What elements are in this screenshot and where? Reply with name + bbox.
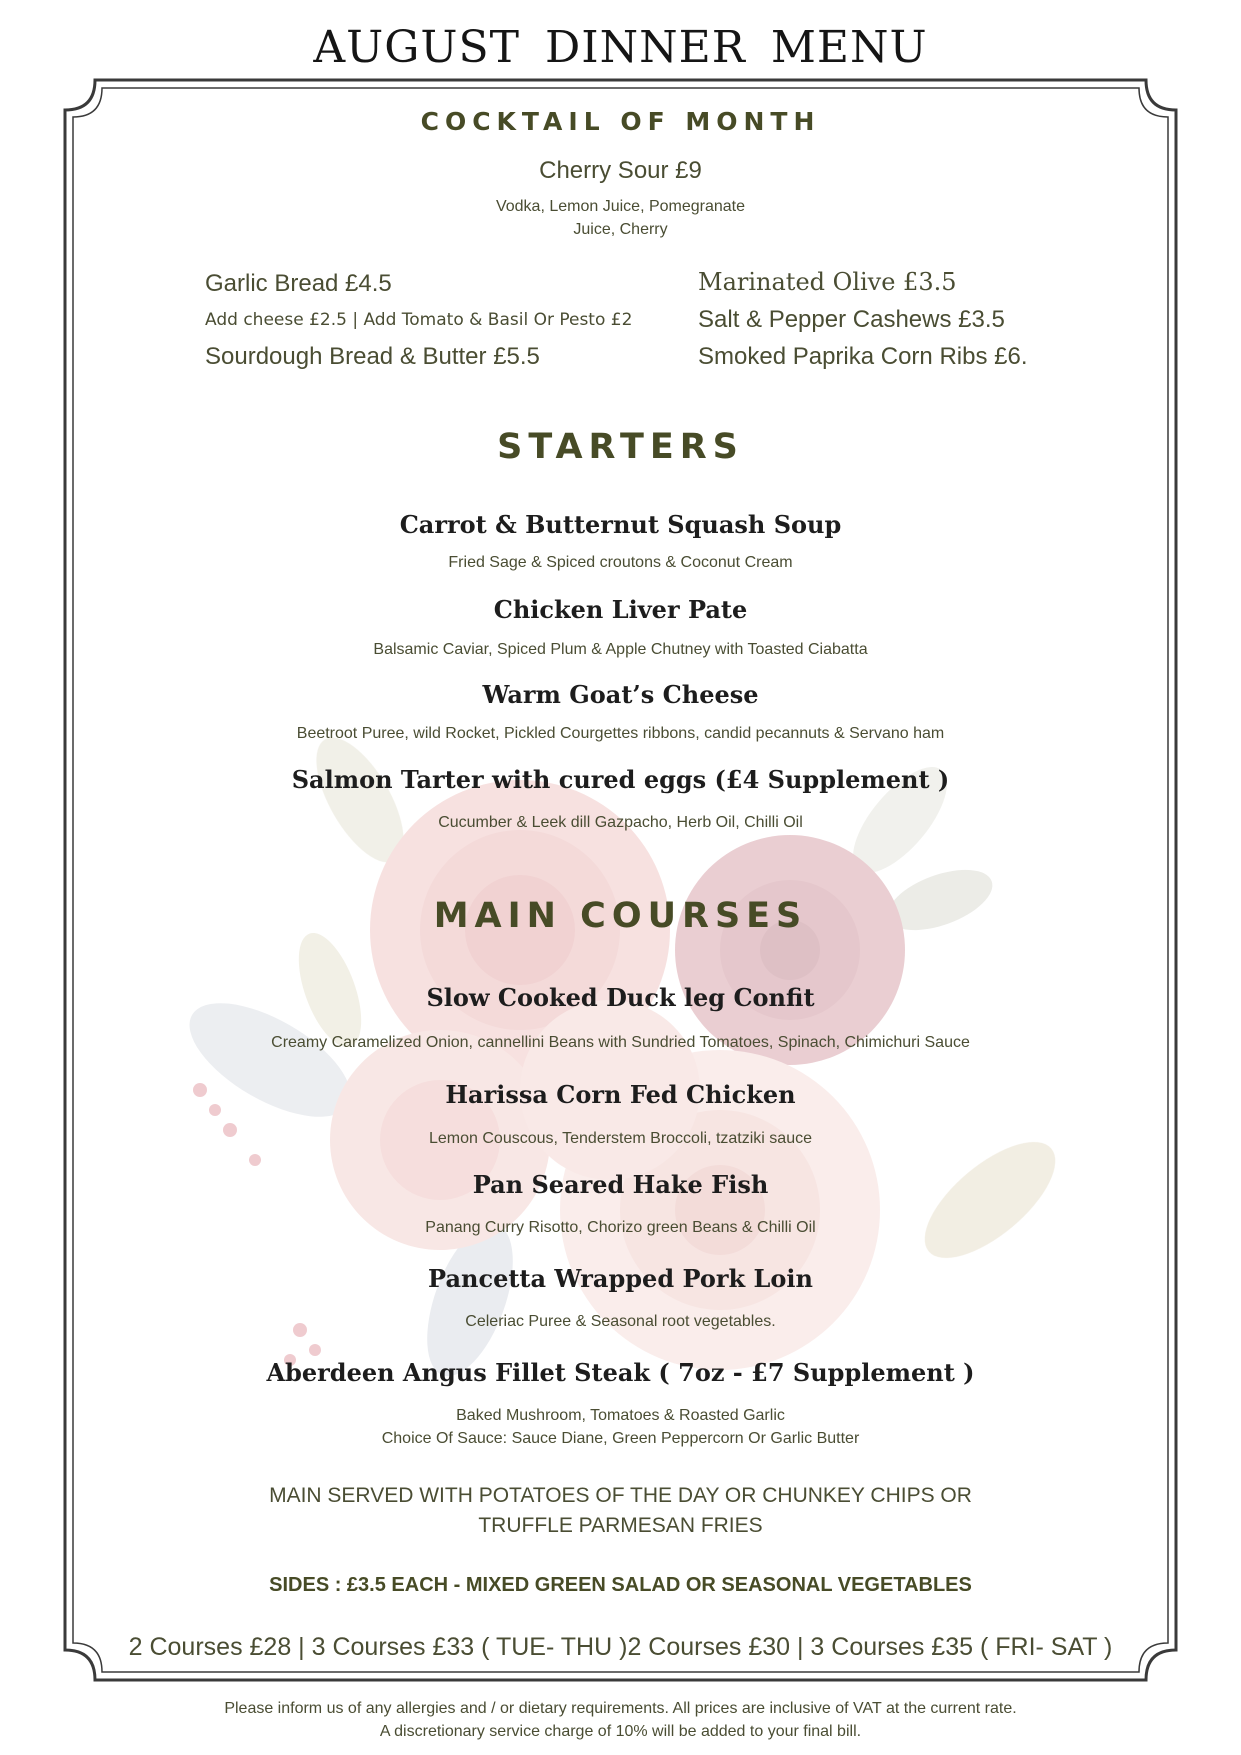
main-description: Choice Of Sauce: Sauce Diane, Green Peppercorn Or Garlic Butter [381,1430,860,1447]
footer-line: A discretionary service charge of 10% will be added to your final bill. [379,1723,862,1740]
main-name: Pancetta Wrapped Pork Loin [428,1264,813,1293]
cocktail-desc-line: Juice, Cherry [573,221,668,238]
starter-name: Carrot & Butternut Squash Soup [399,510,842,539]
footer-line: Please inform us of any allergies and / or dietary requirements. All prices are inclusive of VAT at the current rate. [224,1700,1017,1717]
served-with-note [0,1481,1241,1541]
sides-note: SIDES : £3.5 EACH - MIXED GREEN SALAD OR SEASONAL VEGETABLES [269,1574,972,1596]
nibble-item: Salt & Pepper Cashews £3.5 [698,306,1005,333]
main-description: Lemon Couscous, Tenderstem Broccoli, tzatziki sauce [429,1130,812,1147]
main-description: Baked Mushroom, Tomatoes & Roasted Garlic [456,1407,785,1424]
nibble-item: Smoked Paprika Corn Ribs £6. [698,343,1028,370]
nibble-item: Sourdough Bread & Butter £5.5 [205,343,540,370]
main-name: Pan Seared Hake Fish [472,1170,769,1199]
starter-description: Balsamic Caviar, Spiced Plum & Apple Chutney with Toasted Ciabatta [373,641,868,658]
nibble-item: Garlic Bread £4.5 [205,270,392,297]
main-description: Panang Curry Risotto, Chorizo green Beans & Chilli Oil [425,1219,816,1236]
served-line: TRUFFLE PARMESAN FRIES [478,1514,763,1537]
main-name: Slow Cooked Duck leg Confit [426,983,815,1012]
mains-heading: MAIN COURSES [433,896,808,936]
starter-description: Cucumber & Leek dill Gazpacho, Herb Oil, Chilli Oil [438,814,803,831]
cocktail-heading: COCKTAIL OF MONTH [420,107,821,136]
starter-description: Fried Sage & Spiced croutons & Coconut Cream [448,554,793,571]
starter-name: Warm Goat’s Cheese [482,680,759,709]
starters-heading: STARTERS [497,427,744,467]
served-line: MAIN SERVED WITH POTATOES OF THE DAY OR CHUNKEY CHIPS OR [269,1484,972,1507]
nibble-addon: Add cheese £2.5 | Add Tomato & Basil Or Pesto £2 [205,310,633,330]
starter-description: Beetroot Puree, wild Rocket, Pickled Courgettes ribbons, candid pecannuts & Servano ham [296,725,945,742]
main-name: Harissa Corn Fed Chicken [445,1080,796,1109]
main-description: Creamy Caramelized Onion, cannellini Beans with Sundried Tomatoes, Spinach, Chimichuri Sauce [271,1034,970,1051]
starter-name: Salmon Tarter with cured eggs (£4 Supplement ) [291,765,950,794]
main-name: Aberdeen Angus Fillet Steak ( 7oz - £7 Supplement ) [266,1358,975,1387]
course-prices: 2 Courses £28 | 3 Courses £33 ( TUE- THU )2 Courses £30 | 3 Courses £35 ( FRI- SAT ) [128,1633,1113,1661]
main-description: Celeriac Puree & Seasonal root vegetables. [465,1313,776,1330]
nibble-item: Marinated Olive £3.5 [698,268,957,296]
page-title: AUGUST DINNER MENU [313,22,928,73]
cocktail-description [0,195,1241,241]
cocktail-name: Cherry Sour £9 [539,157,702,184]
footer-note [0,1697,1241,1743]
cocktail-desc-line: Vodka, Lemon Juice, Pomegranate [495,198,746,215]
starter-name: Chicken Liver Pate [493,595,748,624]
